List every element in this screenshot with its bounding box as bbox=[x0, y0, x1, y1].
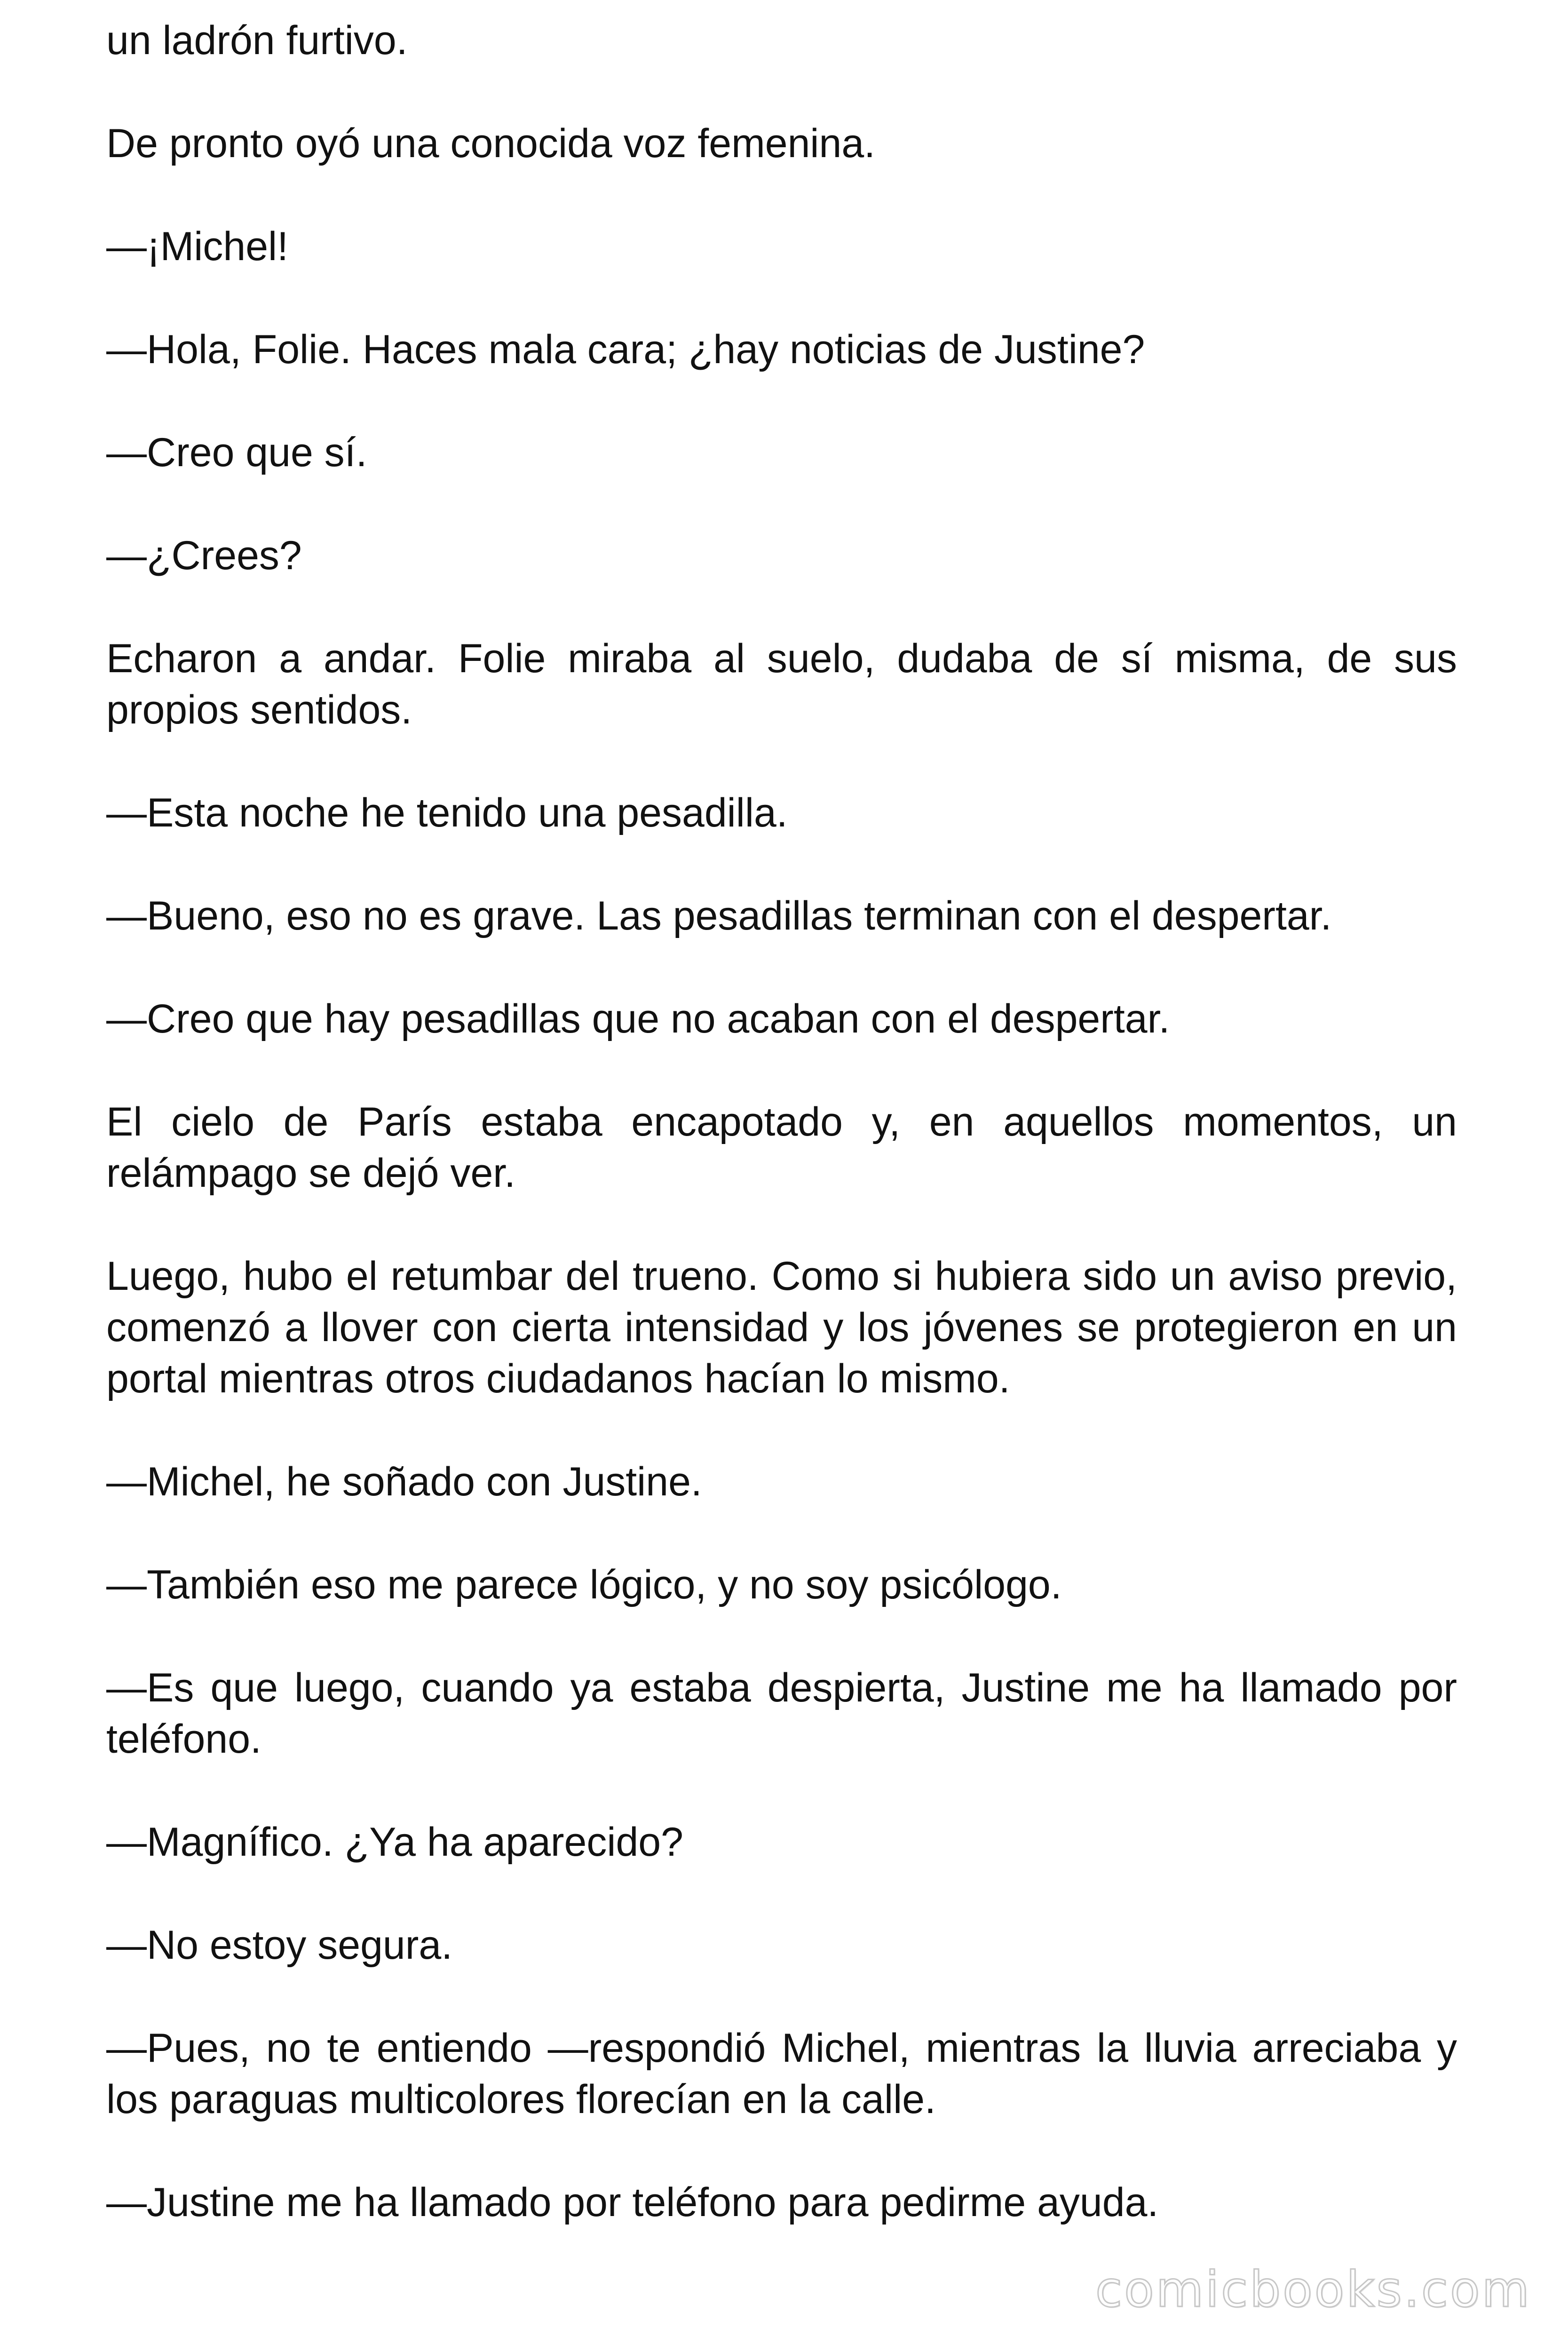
paragraph: —Creo que sí. bbox=[106, 430, 367, 475]
body-text bbox=[106, 15, 1457, 2228]
paragraph: —Magnífico. ¿Ya ha aparecido? bbox=[106, 1820, 683, 1865]
paragraph: —Es que luego, cuando ya estaba despierta, Justine me ha llamado por teléfono. bbox=[106, 1665, 1457, 1762]
paragraph: —Hola, Folie. Haces mala cara; ¿hay noticias de Justine? bbox=[106, 327, 1145, 372]
paragraph: —¿Crees? bbox=[106, 533, 302, 578]
paragraph: Echaron a andar. Folie miraba al suelo, dudaba de sí misma, de sus propios sentidos. bbox=[106, 636, 1457, 732]
paragraph: —Michel, he soñado con Justine. bbox=[106, 1459, 702, 1504]
paragraph: Luego, hubo el retumbar del trueno. Como si hubiera sido un aviso previo, comenzó a llover con cierta intensidad y los jóvenes se protegieron en un portal mientras otros ciudadanos hacían lo mismo. bbox=[106, 1254, 1457, 1401]
paragraph: —También eso me parece lógico, y no soy psicólogo. bbox=[106, 1562, 1062, 1607]
paragraph: un ladrón furtivo. bbox=[106, 18, 408, 63]
paragraph: —Esta noche he tenido una pesadilla. bbox=[106, 790, 788, 835]
paragraph: De pronto oyó una conocida voz femenina. bbox=[106, 121, 876, 166]
paragraph: El cielo de París estaba encapotado y, en aquellos momentos, un relámpago se dejó ver. bbox=[106, 1099, 1457, 1196]
paragraph: —¡Michel! bbox=[106, 224, 289, 269]
paragraph: —No estoy segura. bbox=[106, 1923, 453, 1968]
paragraph: —Pues, no te entiendo —respondió Michel, mientras la lluvia arreciaba y los paraguas multicolores florecían en la calle. bbox=[106, 2026, 1457, 2122]
paragraph: —Justine me ha llamado por teléfono para pedirme ayuda. bbox=[106, 2180, 1159, 2225]
paragraph: —Creo que hay pesadillas que no acaban con el despertar. bbox=[106, 996, 1170, 1041]
watermark: comicbooks.com bbox=[1095, 2261, 1531, 2318]
paragraph: —Bueno, eso no es grave. Las pesadillas terminan con el despertar. bbox=[106, 893, 1332, 938]
